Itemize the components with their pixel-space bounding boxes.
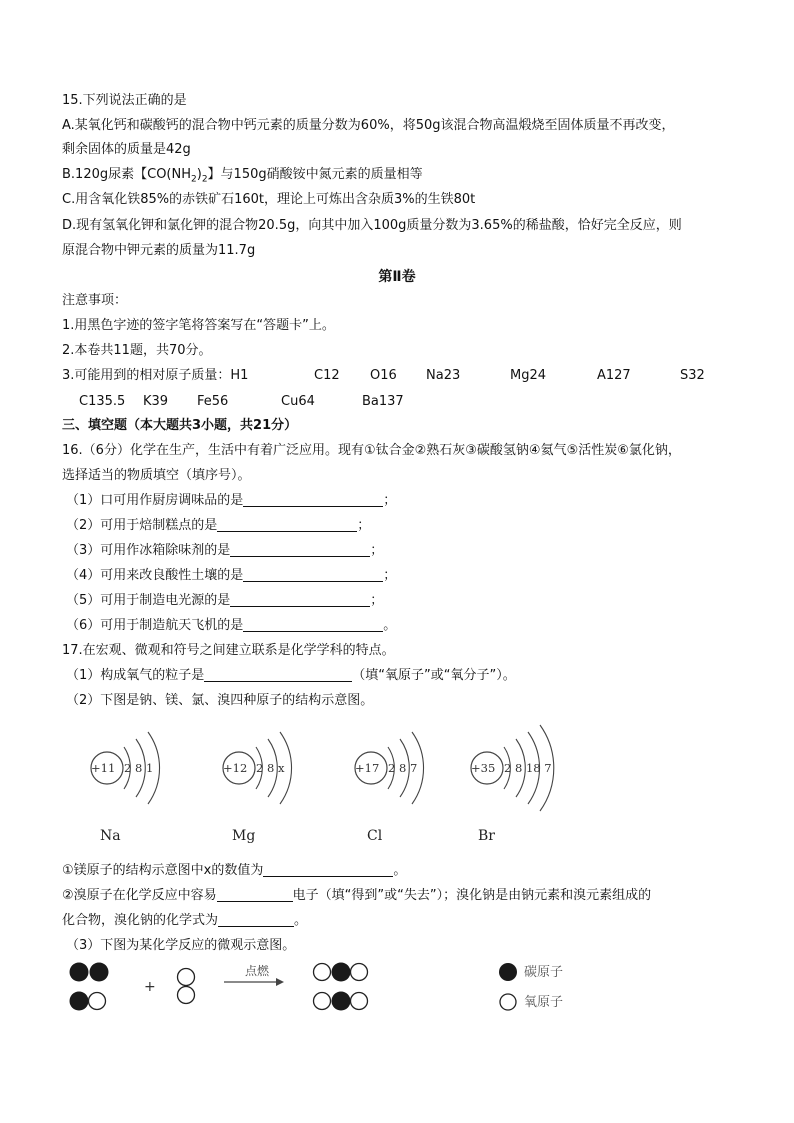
element-symbol: Cl [367,828,383,844]
oxygen-atom [89,993,106,1010]
q16-item-3: （3）可用作冰箱除味剂的是 ； [66,543,384,558]
answer-blank[interactable] [217,517,357,532]
answer-blank[interactable] [230,592,370,607]
q15-option-c: C.用含氧化铁85%的赤铁矿石160t，理论上可炼出含杂质3%的生铁80t [62,192,476,207]
oxygen-atom [314,964,331,981]
note-2: 2.本卷共11题，共70分。 [62,343,212,358]
carbon-atom [332,963,351,982]
atom-diagram-na [91,732,160,844]
electron-shells: 2 8 x [256,761,285,775]
answer-blank[interactable] [263,862,393,877]
q17-sub1: ①镁原子的结构示意图中x的数值为 。 [62,863,407,878]
co2-molecule [314,963,368,982]
note-3: 3.可能用到的相对原子质量：H1 C12 O16 Na23 Mg24 A127 S32 [62,368,705,383]
carbon-atom [70,963,89,982]
atomic-masses-row2: C135.5 K39 Fe56 Cu64 Ba137 [79,394,404,409]
atom-structure-diagrams [60,715,620,855]
plus-sign: + [144,979,156,995]
atom-diagram-mg [223,732,292,844]
section3-title: 三、填空题（本大题共3小题，共21分） [62,418,298,433]
legend-carbon-label: 碳原子 [524,965,564,980]
note-1: 1.用黑色字迹的签字笔将答案写在“答题卡”上。 [62,318,335,333]
carbon-atom [332,992,351,1011]
part2-title: 第Ⅱ卷 [378,269,416,285]
atom-diagram-br [471,725,554,844]
q15-option-d: D.现有氢氧化钾和氯化钾的混合物20.5g，向其中加入100g质量分数为3.65%的稀盐酸，恰好完全反应，则 [62,218,682,233]
element-symbol: Br [478,828,495,844]
oxygen-atom [178,969,195,986]
legend-oxygen-icon [500,994,516,1010]
q15-stem: 15.下列说法正确的是 [62,93,187,108]
answer-blank[interactable] [243,567,383,582]
nucleus-charge: +35 [471,761,496,775]
q16-item-2: （2）可用于焙制糕点的是 ； [66,518,371,533]
q17-part2: （2）下图是钠、镁、氯、溴四种原子的结构示意图。 [66,693,374,708]
reaction-arrow-head [276,978,284,986]
q16-item-5: （5）可用于制造电光源的是 ； [66,593,384,608]
answer-blank[interactable] [243,617,383,632]
co-molecule [70,992,106,1011]
legend-oxygen-label: 氧原子 [524,995,564,1010]
oxygen-atom [314,993,331,1010]
q15-option-b: B.120g尿素【$CO(NH_2)_2$】与150g硝酸铵中氮元素的质量相等 [62,167,423,185]
notes-title: 注意事项： [62,293,128,308]
reaction-diagram [60,955,600,1020]
q16-item-4: （4）可用来改良酸性土壤的是 ； [66,568,397,583]
answer-blank[interactable] [204,667,352,682]
nucleus-charge: +17 [355,761,380,775]
carbon-atom [70,992,89,1011]
q17-part1: （1）构成氧气的粒子是 （填“氧原子”或“氧分子”）。 [66,668,516,683]
q17-sub2: ②溴原子在化学反应中容易 电子（填“得到”或“失去”）；溴化钠是由钠元素和溴元素组成的 [62,888,652,903]
o2-molecule [178,969,195,1004]
q15-option-a: A.某氧化钙和碳酸钙的混合物中钙元素的质量分数为60%，将50g该混合物高温煅烧至固体质量不再改变， [62,118,675,133]
carbon-atom [90,963,109,982]
answer-blank[interactable] [217,887,293,902]
oxygen-atom [351,964,368,981]
q17-sub2-cont: 化合物，溴化钠的化学式为 。 [62,913,308,928]
q17-part3: （3）下图为某化学反应的微观示意图。 [66,938,296,953]
q17-stem: 17.在宏观、微观和符号之间建立联系是化学学科的特点。 [62,643,395,658]
co2-molecule [314,992,368,1011]
q16-stem: 16.（6分）化学在生产，生活中有着广泛应用。现有①钛合金②熟石灰③碳酸氢钠④氦气⑤活性炭⑥氯化钠， [62,443,681,458]
electron-shells: 2 8 18 7 [504,761,552,775]
q15-option-d-cont: 原混合物中钾元素的质量为11.7g [62,243,256,258]
q16-item-6: （6）可用于制造航天飞机的是 。 [66,618,397,633]
element-symbol: Na [100,828,121,844]
co-molecule [70,963,109,982]
q15-option-a-cont: 剩余固体的质量是42g [62,142,191,157]
legend-carbon-icon [499,963,517,981]
answer-blank[interactable] [230,542,370,557]
reaction-condition: 点燃 [245,964,270,978]
nucleus-charge: +12 [223,761,248,775]
atom-diagram-cl [355,732,424,844]
q16-item-1: （1）口可用作厨房调味品的是 ； [66,493,397,508]
answer-blank[interactable] [243,492,383,507]
element-symbol: Mg [232,828,256,844]
electron-shells: 2 8 1 [124,761,154,775]
nucleus-charge: +11 [91,761,116,775]
q16-stem-cont: 选择适当的物质填空（填序号）。 [62,468,251,483]
oxygen-atom [178,987,195,1004]
answer-blank[interactable] [218,912,294,927]
electron-shells: 2 8 7 [388,761,418,775]
oxygen-atom [351,993,368,1010]
